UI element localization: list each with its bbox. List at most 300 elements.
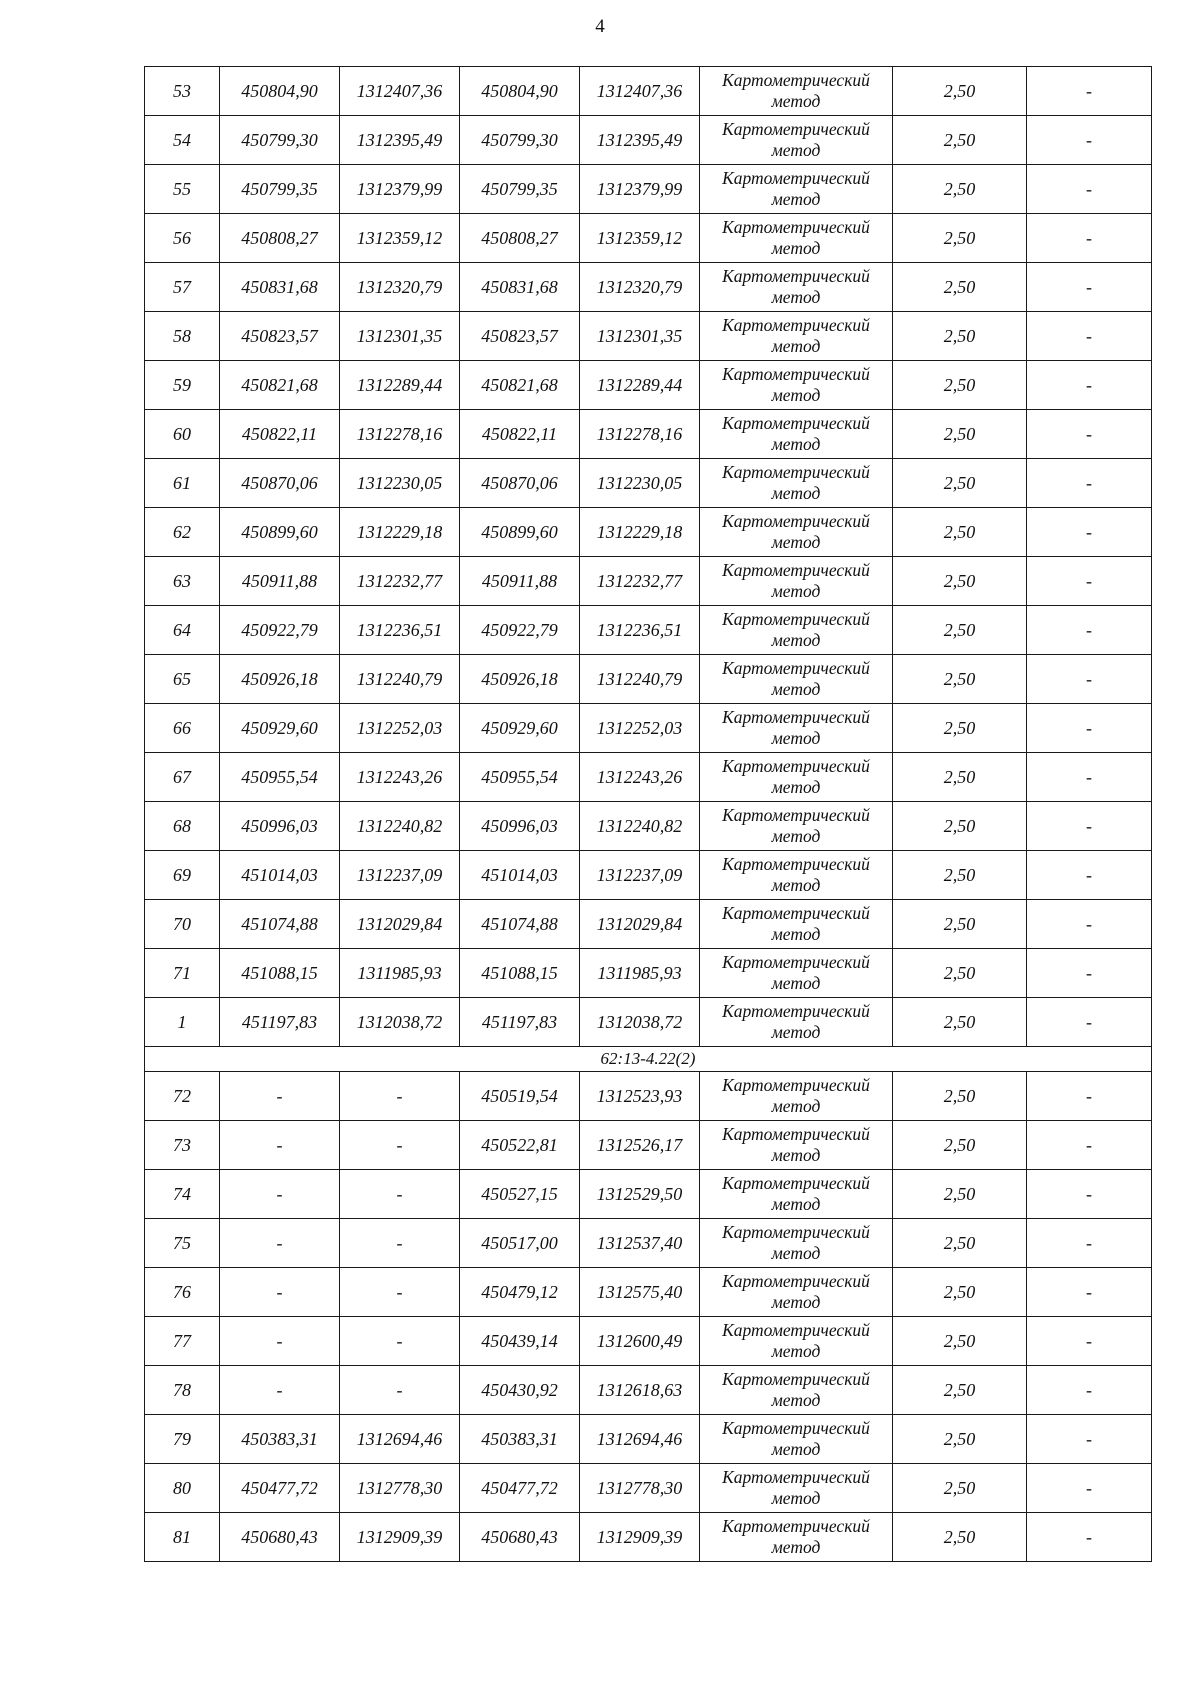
method-line-1: Картометрический — [722, 217, 870, 237]
point-number-cell: 66 — [145, 704, 220, 753]
new-x-cell: 450899,60 — [460, 508, 580, 557]
old-y-cell: 1312038,72 — [340, 998, 460, 1047]
old-y-cell: - — [340, 1268, 460, 1317]
precision-cell: 2,50 — [893, 410, 1027, 459]
old-x-cell: 450823,57 — [220, 312, 340, 361]
old-y-cell: 1312301,35 — [340, 312, 460, 361]
new-x-cell: 451014,03 — [460, 851, 580, 900]
new-y-cell: 1312600,49 — [580, 1317, 700, 1366]
method-cell — [700, 459, 893, 508]
table-row — [145, 900, 1152, 949]
precision-cell: 2,50 — [893, 1268, 1027, 1317]
description-cell: - — [1027, 67, 1152, 116]
new-y-cell: 1312694,46 — [580, 1415, 700, 1464]
method-line-2: метод — [771, 1341, 821, 1361]
method-line-2: метод — [771, 630, 821, 650]
new-x-cell: 450831,68 — [460, 263, 580, 312]
old-y-cell: 1312029,84 — [340, 900, 460, 949]
method-cell — [700, 606, 893, 655]
precision-cell: 2,50 — [893, 1513, 1027, 1562]
old-x-cell: 450899,60 — [220, 508, 340, 557]
method-line-2: метод — [771, 1243, 821, 1263]
old-y-cell: - — [340, 1121, 460, 1170]
old-y-cell: 1312694,46 — [340, 1415, 460, 1464]
description-cell: - — [1027, 998, 1152, 1047]
old-x-cell: - — [220, 1072, 340, 1121]
point-number-cell: 73 — [145, 1121, 220, 1170]
new-y-cell: 1312320,79 — [580, 263, 700, 312]
old-x-cell: 450831,68 — [220, 263, 340, 312]
table-row — [145, 1317, 1152, 1366]
method-line-2: метод — [771, 483, 821, 503]
old-x-cell: - — [220, 1219, 340, 1268]
point-number-cell: 64 — [145, 606, 220, 655]
point-number-cell: 62 — [145, 508, 220, 557]
old-y-cell: 1312243,26 — [340, 753, 460, 802]
method-line-2: метод — [771, 1145, 821, 1165]
method-cell — [700, 851, 893, 900]
method-line-2: метод — [771, 434, 821, 454]
description-cell: - — [1027, 116, 1152, 165]
page-number: 4 — [595, 16, 605, 37]
new-y-cell: 1312240,79 — [580, 655, 700, 704]
table-row — [145, 263, 1152, 312]
old-x-cell: 451014,03 — [220, 851, 340, 900]
point-number-cell: 69 — [145, 851, 220, 900]
precision-cell: 2,50 — [893, 1219, 1027, 1268]
method-line-2: метод — [771, 287, 821, 307]
new-y-cell: 1312232,77 — [580, 557, 700, 606]
method-line-1: Картометрический — [722, 511, 870, 531]
new-y-cell: 1312243,26 — [580, 753, 700, 802]
method-line-2: метод — [771, 973, 821, 993]
table-row — [145, 949, 1152, 998]
new-x-cell: 450430,92 — [460, 1366, 580, 1415]
new-x-cell: 450808,27 — [460, 214, 580, 263]
old-y-cell: 1312240,79 — [340, 655, 460, 704]
method-line-2: метод — [771, 826, 821, 846]
old-y-cell: 1312320,79 — [340, 263, 460, 312]
new-x-cell: 451088,15 — [460, 949, 580, 998]
method-line-1: Картометрический — [722, 560, 870, 580]
precision-cell: 2,50 — [893, 1121, 1027, 1170]
description-cell: - — [1027, 214, 1152, 263]
method-line-1: Картометрический — [722, 1320, 870, 1340]
precision-cell: 2,50 — [893, 949, 1027, 998]
old-x-cell: 450955,54 — [220, 753, 340, 802]
description-cell: - — [1027, 165, 1152, 214]
description-cell: - — [1027, 459, 1152, 508]
old-y-cell: 1312359,12 — [340, 214, 460, 263]
method-line-1: Картометрический — [722, 1001, 870, 1021]
method-line-2: метод — [771, 1022, 821, 1042]
method-line-2: метод — [771, 875, 821, 895]
new-y-cell: 1312575,40 — [580, 1268, 700, 1317]
description-cell: - — [1027, 361, 1152, 410]
old-y-cell: 1312395,49 — [340, 116, 460, 165]
new-x-cell: 450527,15 — [460, 1170, 580, 1219]
table-row — [145, 606, 1152, 655]
old-y-cell: 1312230,05 — [340, 459, 460, 508]
method-line-1: Картометрический — [722, 1271, 870, 1291]
method-line-1: Картометрический — [722, 364, 870, 384]
description-cell: - — [1027, 900, 1152, 949]
old-x-cell: 450804,90 — [220, 67, 340, 116]
table-row — [145, 312, 1152, 361]
description-cell: - — [1027, 1415, 1152, 1464]
new-x-cell: 450870,06 — [460, 459, 580, 508]
table-row — [145, 998, 1152, 1047]
old-x-cell: 450929,60 — [220, 704, 340, 753]
method-line-1: Картометрический — [722, 1222, 870, 1242]
method-line-2: метод — [771, 728, 821, 748]
method-line-1: Картометрический — [722, 1418, 870, 1438]
precision-cell: 2,50 — [893, 263, 1027, 312]
method-line-1: Картометрический — [722, 707, 870, 727]
new-x-cell: 450955,54 — [460, 753, 580, 802]
new-y-cell: 1312529,50 — [580, 1170, 700, 1219]
old-y-cell: 1312778,30 — [340, 1464, 460, 1513]
method-line-1: Картометрический — [722, 413, 870, 433]
old-y-cell: 1312379,99 — [340, 165, 460, 214]
method-line-1: Картометрический — [722, 1075, 870, 1095]
method-line-1: Картометрический — [722, 168, 870, 188]
new-y-cell: 1312359,12 — [580, 214, 700, 263]
old-y-cell: - — [340, 1170, 460, 1219]
description-cell: - — [1027, 1219, 1152, 1268]
old-x-cell: 450799,30 — [220, 116, 340, 165]
old-x-cell: 450477,72 — [220, 1464, 340, 1513]
precision-cell: 2,50 — [893, 165, 1027, 214]
table-row — [145, 116, 1152, 165]
precision-cell: 2,50 — [893, 1317, 1027, 1366]
method-line-2: метод — [771, 140, 821, 160]
new-y-cell: 1312229,18 — [580, 508, 700, 557]
method-line-2: метод — [771, 581, 821, 601]
precision-cell: 2,50 — [893, 1072, 1027, 1121]
old-x-cell: 450821,68 — [220, 361, 340, 410]
new-y-cell: 1312909,39 — [580, 1513, 700, 1562]
table-row — [145, 508, 1152, 557]
method-line-2: метод — [771, 1439, 821, 1459]
table-row — [145, 1219, 1152, 1268]
precision-cell: 2,50 — [893, 606, 1027, 655]
new-x-cell: 450911,88 — [460, 557, 580, 606]
new-y-cell: 1312618,63 — [580, 1366, 700, 1415]
precision-cell: 2,50 — [893, 67, 1027, 116]
method-line-2: метод — [771, 1488, 821, 1508]
precision-cell: 2,50 — [893, 753, 1027, 802]
new-y-cell: 1312252,03 — [580, 704, 700, 753]
method-cell — [700, 900, 893, 949]
precision-cell: 2,50 — [893, 998, 1027, 1047]
point-number-cell: 67 — [145, 753, 220, 802]
old-y-cell: 1312909,39 — [340, 1513, 460, 1562]
method-line-1: Картометрический — [722, 1124, 870, 1144]
old-x-cell: - — [220, 1121, 340, 1170]
method-line-1: Картометрический — [722, 1516, 870, 1536]
description-cell: - — [1027, 1464, 1152, 1513]
table-row — [145, 1366, 1152, 1415]
old-y-cell: 1312236,51 — [340, 606, 460, 655]
point-number-cell: 74 — [145, 1170, 220, 1219]
new-x-cell: 450823,57 — [460, 312, 580, 361]
method-line-2: метод — [771, 91, 821, 111]
method-cell — [700, 1415, 893, 1464]
old-x-cell: - — [220, 1170, 340, 1219]
table-row — [145, 655, 1152, 704]
method-line-2: метод — [771, 1292, 821, 1312]
table-row — [145, 361, 1152, 410]
precision-cell: 2,50 — [893, 1170, 1027, 1219]
method-cell — [700, 1513, 893, 1562]
point-number-cell: 60 — [145, 410, 220, 459]
precision-cell: 2,50 — [893, 704, 1027, 753]
method-cell — [700, 165, 893, 214]
method-line-1: Картометрический — [722, 903, 870, 923]
method-line-1: Картометрический — [722, 119, 870, 139]
method-line-1: Картометрический — [722, 609, 870, 629]
old-x-cell: 450680,43 — [220, 1513, 340, 1562]
old-y-cell: 1312407,36 — [340, 67, 460, 116]
section-header-row — [145, 1047, 1152, 1072]
new-y-cell: 1312278,16 — [580, 410, 700, 459]
point-number-cell: 80 — [145, 1464, 220, 1513]
method-line-1: Картометрический — [722, 70, 870, 90]
point-number-cell: 76 — [145, 1268, 220, 1317]
old-y-cell: 1311985,93 — [340, 949, 460, 998]
new-x-cell: 450804,90 — [460, 67, 580, 116]
new-y-cell: 1312407,36 — [580, 67, 700, 116]
point-number-cell: 71 — [145, 949, 220, 998]
new-x-cell: 450479,12 — [460, 1268, 580, 1317]
method-line-1: Картометрический — [722, 658, 870, 678]
old-y-cell: 1312240,82 — [340, 802, 460, 851]
description-cell: - — [1027, 851, 1152, 900]
new-x-cell: 450996,03 — [460, 802, 580, 851]
method-cell — [700, 1464, 893, 1513]
new-y-cell: 1311985,93 — [580, 949, 700, 998]
new-x-cell: 450522,81 — [460, 1121, 580, 1170]
table-row — [145, 1464, 1152, 1513]
precision-cell: 2,50 — [893, 361, 1027, 410]
method-cell — [700, 410, 893, 459]
old-x-cell: - — [220, 1317, 340, 1366]
new-x-cell: 450799,30 — [460, 116, 580, 165]
description-cell: - — [1027, 1268, 1152, 1317]
new-y-cell: 1312289,44 — [580, 361, 700, 410]
new-x-cell: 450799,35 — [460, 165, 580, 214]
new-x-cell: 450822,11 — [460, 410, 580, 459]
new-y-cell: 1312029,84 — [580, 900, 700, 949]
point-number-cell: 57 — [145, 263, 220, 312]
description-cell: - — [1027, 410, 1152, 459]
method-line-1: Картометрический — [722, 756, 870, 776]
point-number-cell: 65 — [145, 655, 220, 704]
new-x-cell: 450519,54 — [460, 1072, 580, 1121]
point-number-cell: 72 — [145, 1072, 220, 1121]
point-number-cell: 68 — [145, 802, 220, 851]
point-number-cell: 79 — [145, 1415, 220, 1464]
new-x-cell: 451074,88 — [460, 900, 580, 949]
description-cell: - — [1027, 1121, 1152, 1170]
new-x-cell: 450821,68 — [460, 361, 580, 410]
table-row — [145, 410, 1152, 459]
old-y-cell: 1312252,03 — [340, 704, 460, 753]
old-y-cell: 1312278,16 — [340, 410, 460, 459]
method-cell — [700, 655, 893, 704]
old-x-cell: - — [220, 1268, 340, 1317]
precision-cell: 2,50 — [893, 1415, 1027, 1464]
method-line-2: метод — [771, 385, 821, 405]
point-number-cell: 53 — [145, 67, 220, 116]
method-line-2: метод — [771, 679, 821, 699]
new-y-cell: 1312038,72 — [580, 998, 700, 1047]
new-y-cell: 1312526,17 — [580, 1121, 700, 1170]
old-x-cell: 450822,11 — [220, 410, 340, 459]
method-line-2: метод — [771, 777, 821, 797]
old-x-cell: 450808,27 — [220, 214, 340, 263]
table-row — [145, 704, 1152, 753]
description-cell: - — [1027, 312, 1152, 361]
old-x-cell: 450922,79 — [220, 606, 340, 655]
description-cell: - — [1027, 1170, 1152, 1219]
new-y-cell: 1312778,30 — [580, 1464, 700, 1513]
point-number-cell: 77 — [145, 1317, 220, 1366]
description-cell: - — [1027, 949, 1152, 998]
new-y-cell: 1312230,05 — [580, 459, 700, 508]
new-x-cell: 450383,31 — [460, 1415, 580, 1464]
table-row — [145, 165, 1152, 214]
method-cell — [700, 1170, 893, 1219]
new-x-cell: 450926,18 — [460, 655, 580, 704]
precision-cell: 2,50 — [893, 459, 1027, 508]
method-line-2: метод — [771, 1390, 821, 1410]
method-line-2: метод — [771, 336, 821, 356]
method-cell — [700, 1268, 893, 1317]
new-x-cell: 450517,00 — [460, 1219, 580, 1268]
precision-cell: 2,50 — [893, 508, 1027, 557]
method-line-2: метод — [771, 1096, 821, 1116]
old-y-cell: 1312289,44 — [340, 361, 460, 410]
old-y-cell: 1312237,09 — [340, 851, 460, 900]
precision-cell: 2,50 — [893, 312, 1027, 361]
old-y-cell: - — [340, 1219, 460, 1268]
method-line-1: Картометрический — [722, 1173, 870, 1193]
table-row — [145, 557, 1152, 606]
precision-cell: 2,50 — [893, 851, 1027, 900]
new-x-cell: 450439,14 — [460, 1317, 580, 1366]
new-y-cell: 1312395,49 — [580, 116, 700, 165]
table-row — [145, 459, 1152, 508]
point-number-cell: 78 — [145, 1366, 220, 1415]
table-row — [145, 214, 1152, 263]
table-row — [145, 1268, 1152, 1317]
method-line-1: Картометрический — [722, 805, 870, 825]
method-line-1: Картометрический — [722, 1369, 870, 1389]
description-cell: - — [1027, 508, 1152, 557]
precision-cell: 2,50 — [893, 1464, 1027, 1513]
method-line-2: метод — [771, 189, 821, 209]
old-x-cell: 451074,88 — [220, 900, 340, 949]
description-cell: - — [1027, 1366, 1152, 1415]
point-number-cell: 58 — [145, 312, 220, 361]
table-row — [145, 1121, 1152, 1170]
method-line-1: Картометрический — [722, 1467, 870, 1487]
description-cell: - — [1027, 1317, 1152, 1366]
new-y-cell: 1312301,35 — [580, 312, 700, 361]
description-cell: - — [1027, 655, 1152, 704]
precision-cell: 2,50 — [893, 1366, 1027, 1415]
precision-cell: 2,50 — [893, 214, 1027, 263]
method-cell — [700, 508, 893, 557]
description-cell: - — [1027, 1072, 1152, 1121]
coordinates-table-body — [145, 67, 1152, 1562]
description-cell: - — [1027, 557, 1152, 606]
old-x-cell: 451088,15 — [220, 949, 340, 998]
table-row — [145, 802, 1152, 851]
section-label: 62:13-4.22(2) — [145, 1047, 1152, 1072]
method-line-2: метод — [771, 1537, 821, 1557]
method-line-1: Картометрический — [722, 266, 870, 286]
point-number-cell: 1 — [145, 998, 220, 1047]
method-cell — [700, 704, 893, 753]
method-cell — [700, 802, 893, 851]
method-cell — [700, 557, 893, 606]
old-y-cell: 1312232,77 — [340, 557, 460, 606]
point-number-cell: 54 — [145, 116, 220, 165]
new-x-cell: 450922,79 — [460, 606, 580, 655]
method-cell — [700, 753, 893, 802]
method-cell — [700, 949, 893, 998]
old-x-cell: 451197,83 — [220, 998, 340, 1047]
old-x-cell: 450383,31 — [220, 1415, 340, 1464]
old-y-cell: - — [340, 1366, 460, 1415]
new-x-cell: 450929,60 — [460, 704, 580, 753]
method-line-2: метод — [771, 1194, 821, 1214]
description-cell: - — [1027, 263, 1152, 312]
old-x-cell: 450926,18 — [220, 655, 340, 704]
method-cell — [700, 312, 893, 361]
point-number-cell: 55 — [145, 165, 220, 214]
old-x-cell: 450911,88 — [220, 557, 340, 606]
point-number-cell: 61 — [145, 459, 220, 508]
old-y-cell: 1312229,18 — [340, 508, 460, 557]
new-y-cell: 1312523,93 — [580, 1072, 700, 1121]
point-number-cell: 59 — [145, 361, 220, 410]
method-line-2: метод — [771, 238, 821, 258]
table-row — [145, 1513, 1152, 1562]
new-x-cell: 451197,83 — [460, 998, 580, 1047]
new-x-cell: 450680,43 — [460, 1513, 580, 1562]
method-line-1: Картометрический — [722, 315, 870, 335]
description-cell: - — [1027, 704, 1152, 753]
new-y-cell: 1312537,40 — [580, 1219, 700, 1268]
table-row — [145, 67, 1152, 116]
method-cell — [700, 361, 893, 410]
method-cell — [700, 1366, 893, 1415]
coordinates-table — [144, 66, 1152, 1562]
precision-cell: 2,50 — [893, 557, 1027, 606]
method-cell — [700, 1317, 893, 1366]
method-cell — [700, 1219, 893, 1268]
point-number-cell: 70 — [145, 900, 220, 949]
description-cell: - — [1027, 606, 1152, 655]
precision-cell: 2,50 — [893, 900, 1027, 949]
old-x-cell: 450799,35 — [220, 165, 340, 214]
old-y-cell: - — [340, 1072, 460, 1121]
new-y-cell: 1312236,51 — [580, 606, 700, 655]
